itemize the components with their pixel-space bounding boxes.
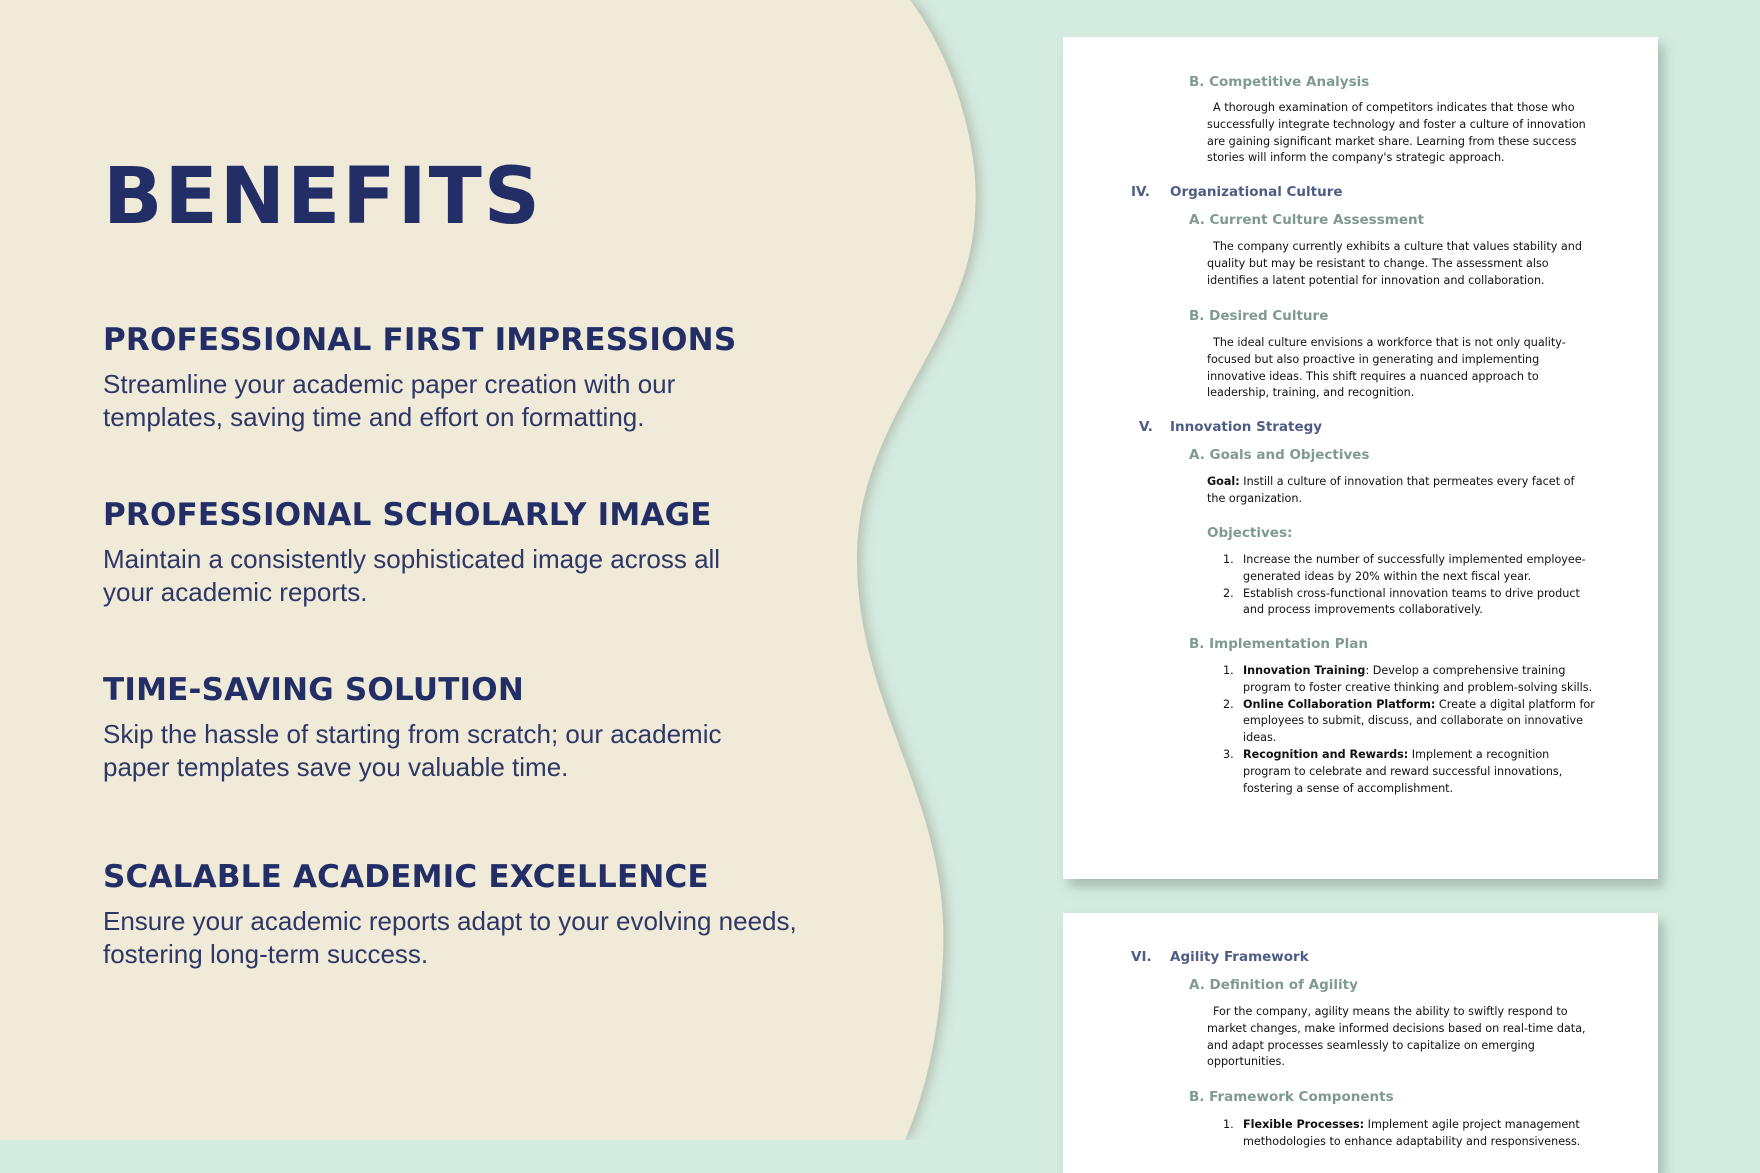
list-item: 2. Establish cross-functional innovation teams to drive product and process improvements collaboratively.: [1223, 586, 1580, 617]
benefit-heading: SCALABLE ACADEMIC EXCELLENCE: [103, 859, 709, 895]
list-item: 1. Increase the number of successfully implemented employee-generated ideas by 20% within the next fiscal year.: [1223, 553, 1586, 583]
paragraph: The company currently exhibits a culture that values stability and quality but may be resistant to change. The assessment also identifies a latent potential for innovation and collaboration.: [1207, 240, 1582, 287]
benefits-title: BENEFITS: [103, 152, 542, 242]
benefit-text: Ensure your academic reports adapt to your evolving needs, fostering long-term success.: [103, 906, 797, 969]
document-page-2: [1063, 913, 1658, 1173]
objectives-list: [1207, 552, 1597, 619]
document-page-1: [1063, 37, 1658, 879]
benefit-item: [103, 497, 720, 609]
subsection-heading: A. Definition of Agility: [1189, 977, 1358, 993]
subsection-heading: B. Implementation Plan: [1189, 636, 1368, 652]
subsection-heading: A. Current Culture Assessment: [1189, 212, 1425, 228]
subsection-heading: A. Goals and Objectives: [1189, 447, 1370, 463]
implementation-list: [1207, 663, 1597, 797]
list-item: 1. Innovation Training: Develop a comprehensive training program to foster creative thinking and problem-solving skills.: [1223, 664, 1593, 694]
list-item: 1. Flexible Processes: Implement agile project management methodologies to enhance adaptability and responsiveness.: [1223, 1118, 1581, 1148]
list-item: 2. Online Collaboration Platform: Create a digital platform for employees to submit, discuss, and collaborate on innovative ideas.: [1223, 697, 1595, 745]
paragraph: A thorough examination of competitors indicates that those who successfully integrate technology and foster a culture of innovation are gaining significant market share. Learning from these success stories will inform the company's strategic approach.: [1207, 101, 1586, 165]
section-numeral: IV.: [1131, 184, 1150, 200]
section-heading: Agility Framework: [1170, 949, 1309, 965]
benefit-heading: PROFESSIONAL SCHOLARLY IMAGE: [103, 497, 712, 533]
benefit-text: Skip the hassle of starting from scratch; our academic paper templates save you valuable time.: [103, 719, 722, 782]
subsection-heading: B. Competitive Analysis: [1189, 74, 1370, 90]
subsection-heading: B. Framework Components: [1189, 1089, 1394, 1105]
components-list: [1207, 1117, 1597, 1151]
section-heading: Organizational Culture: [1170, 184, 1343, 200]
benefit-item: [103, 859, 797, 971]
benefit-item: [103, 322, 736, 434]
section-heading: Innovation Strategy: [1170, 419, 1323, 435]
objectives-label: Objectives:: [1207, 525, 1293, 541]
benefit-heading: PROFESSIONAL FIRST IMPRESSIONS: [103, 322, 737, 358]
subsection-heading: B. Desired Culture: [1189, 308, 1329, 324]
benefit-heading: TIME-SAVING SOLUTION: [103, 672, 524, 708]
section-numeral: V.: [1139, 419, 1153, 435]
benefit-text: Maintain a consistently sophisticated image across all your academic reports.: [103, 544, 721, 607]
goal-paragraph: Goal: Instill a culture of innovation that permeates every facet of the organization.: [1207, 475, 1575, 505]
paragraph: For the company, agility means the ability to swiftly respond to market changes, make informed decisions based on real-time data, and adapt processes seamlessly to capitalize on emerging opportunities.: [1207, 1005, 1586, 1069]
section-numeral: VI.: [1131, 949, 1152, 965]
benefit-item: [103, 672, 722, 784]
list-item: 3. Recognition and Rewards: Implement a recognition program to celebrate and reward successful innovations, fostering a sense of accomplishment.: [1223, 747, 1563, 795]
paragraph: The ideal culture envisions a workforce that is not only quality-focused but also proactive in generating and implementing innovative ideas. This shift requires a nuanced approach to leadership, training, and recognition.: [1207, 336, 1566, 400]
benefit-text: Streamline your academic paper creation with our templates, saving time and effort on formatting.: [103, 369, 676, 432]
